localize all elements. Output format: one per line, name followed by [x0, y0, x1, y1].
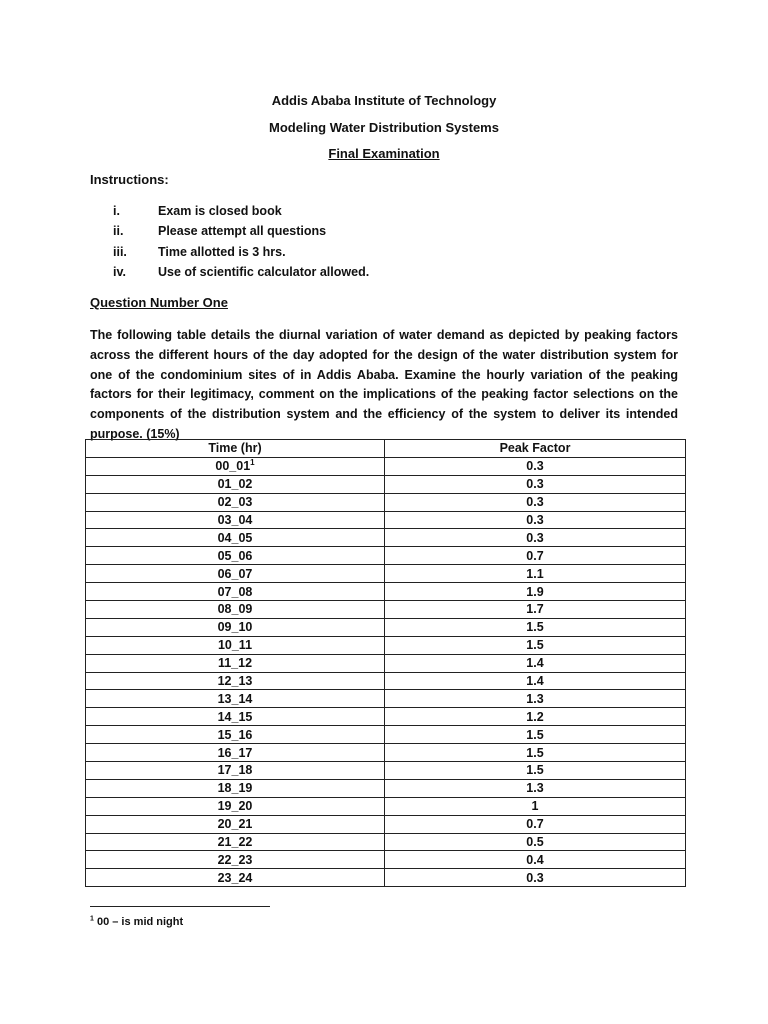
time-value: 16_17 — [217, 745, 253, 760]
time-value: 08_09 — [217, 602, 253, 617]
table-row — [86, 744, 686, 762]
time-value: 18_19 — [217, 781, 253, 796]
time-value: 02_03 — [217, 495, 253, 510]
time-value: 10_11 — [217, 638, 253, 653]
table-row — [86, 762, 686, 780]
time-cell — [86, 726, 385, 744]
exam-title: Final Examination — [328, 146, 440, 161]
peak-factor-cell: 0.3 — [385, 475, 686, 493]
instruction-number: ii. — [113, 224, 124, 239]
table-row — [86, 511, 686, 529]
instruction-number: iv. — [113, 264, 126, 279]
table-row — [86, 869, 686, 887]
time-cell — [86, 869, 385, 887]
institution-title: Addis Ababa Institute of Technology — [271, 93, 497, 108]
table-row — [86, 475, 686, 493]
peak-factor-cell: 0.4 — [385, 851, 686, 869]
footnote-reference: 1 — [250, 458, 255, 468]
peak-factor-cell: 0.3 — [385, 511, 686, 529]
footnote-rule — [90, 906, 270, 907]
footnote-text: 00 – is mid night — [96, 916, 184, 928]
time-value: 04_05 — [217, 530, 253, 545]
peak-factor-cell: 0.3 — [385, 529, 686, 547]
time-value: 03_04 — [217, 513, 253, 527]
peak-factor-cell: 1.3 — [385, 690, 686, 708]
table-row — [86, 493, 686, 511]
table-row — [86, 851, 686, 869]
instruction-item — [90, 221, 690, 241]
time-value: 13_14 — [217, 691, 253, 706]
table-row — [86, 636, 686, 654]
time-value: 21_22 — [217, 835, 253, 850]
table-row — [86, 672, 686, 690]
time-cell — [86, 851, 385, 869]
time-cell — [86, 511, 385, 529]
peak-factor-cell: 0.3 — [385, 493, 686, 511]
time-value: 12_13 — [217, 674, 253, 689]
peak-factor-cell: 1.5 — [385, 744, 686, 762]
peak-factor-cell: 1.7 — [385, 601, 686, 619]
peak-factor-cell: 0.7 — [385, 547, 686, 565]
table-row — [86, 583, 686, 601]
time-cell — [86, 672, 385, 690]
table-row — [86, 654, 686, 672]
peak-factor-cell: 1.1 — [385, 565, 686, 583]
table-row — [86, 618, 686, 636]
time-value: 00_01 — [215, 459, 251, 474]
table-row — [86, 797, 686, 815]
instruction-number: iii. — [113, 244, 127, 259]
time-cell — [86, 457, 385, 475]
peak-factor-table — [85, 439, 686, 887]
time-cell — [86, 493, 385, 511]
peak-factor-cell: 1.5 — [385, 636, 686, 654]
time-cell — [86, 690, 385, 708]
time-value: 23_24 — [217, 870, 253, 885]
time-value: 14_15 — [217, 709, 253, 724]
time-cell — [86, 654, 385, 672]
time-cell — [86, 762, 385, 780]
time-cell — [86, 708, 385, 726]
peak-factor-cell: 1.3 — [385, 779, 686, 797]
table-row — [86, 833, 686, 851]
time-cell — [86, 779, 385, 797]
time-cell — [86, 601, 385, 619]
time-value: 09_10 — [217, 620, 253, 635]
time-value: 20_21 — [217, 817, 253, 832]
peak-factor-cell: 0.7 — [385, 815, 686, 833]
peak-factor-cell: 1.5 — [385, 726, 686, 744]
table-row — [86, 779, 686, 797]
column-header-time: Time (hr) — [86, 440, 385, 458]
time-cell — [86, 565, 385, 583]
instruction-item — [90, 242, 690, 262]
peak-factor-cell: 1.9 — [385, 583, 686, 601]
time-cell — [86, 547, 385, 565]
time-cell — [86, 583, 385, 601]
time-cell — [86, 815, 385, 833]
time-value: 22_23 — [217, 852, 253, 867]
time-cell — [86, 618, 385, 636]
instruction-text: Time allotted is 3 hrs. — [158, 244, 286, 259]
question-heading: Question Number One — [90, 295, 228, 310]
peak-factor-cell: 1.5 — [385, 762, 686, 780]
table-row — [86, 708, 686, 726]
time-value: 15_16 — [217, 727, 253, 742]
time-cell — [86, 833, 385, 851]
peak-factor-cell: 1.5 — [385, 618, 686, 636]
time-cell — [86, 529, 385, 547]
time-value: 06_07 — [217, 566, 253, 581]
table-row — [86, 565, 686, 583]
instruction-text: Use of scientific calculator allowed. — [158, 264, 370, 279]
footnote-mark: 1 — [90, 915, 94, 923]
time-cell — [86, 797, 385, 815]
peak-factor-cell: 1.4 — [385, 654, 686, 672]
time-value: 11_12 — [217, 656, 253, 671]
question-body: The following table details the diurnal variation of water demand as depicted by peaking factors across the different hours of the day adopted for the design of the water distribution system for one of the condominium sites of in Addis Ababa. Examine the hourly variation of the peaking factors for their legitimacy, comment on the implications of the peaking factor selections on the components of the distribution system and the efficiency of the system to deliver its intended purpose. (15%) — [90, 328, 678, 441]
peak-factor-cell: 0.3 — [385, 869, 686, 887]
time-cell — [86, 475, 385, 493]
time-cell — [86, 744, 385, 762]
peak-factor-cell: 0.5 — [385, 833, 686, 851]
table-row — [86, 815, 686, 833]
time-value: 19_20 — [217, 799, 253, 814]
peak-factor-cell: 0.3 — [385, 457, 686, 475]
course-title: Modeling Water Distribution Systems — [269, 120, 499, 135]
table-row — [86, 726, 686, 744]
table-row — [86, 690, 686, 708]
instruction-text: Exam is closed book — [158, 204, 282, 218]
table-row — [86, 457, 686, 475]
footnote — [90, 916, 183, 928]
peak-factor-cell: 1.4 — [385, 672, 686, 690]
table-row — [86, 529, 686, 547]
peak-factor-cell: 1.2 — [385, 708, 686, 726]
table-body — [86, 457, 686, 886]
table-row — [86, 547, 686, 565]
peak-factor-cell: 1 — [385, 797, 686, 815]
instructions-heading: Instructions: — [90, 172, 169, 187]
time-cell — [86, 636, 385, 654]
instructions-list — [90, 201, 690, 282]
instruction-number: i. — [113, 204, 120, 218]
instruction-item — [90, 201, 690, 221]
time-value: 05_06 — [217, 548, 253, 563]
time-value: 17_18 — [217, 763, 253, 778]
time-value: 01_02 — [217, 477, 253, 492]
time-value: 07_08 — [217, 584, 253, 599]
column-header-peak-factor: Peak Factor — [385, 440, 686, 458]
instruction-text: Please attempt all questions — [158, 224, 327, 239]
table-row — [86, 601, 686, 619]
table-header-row — [86, 440, 686, 458]
instruction-item — [90, 262, 690, 282]
